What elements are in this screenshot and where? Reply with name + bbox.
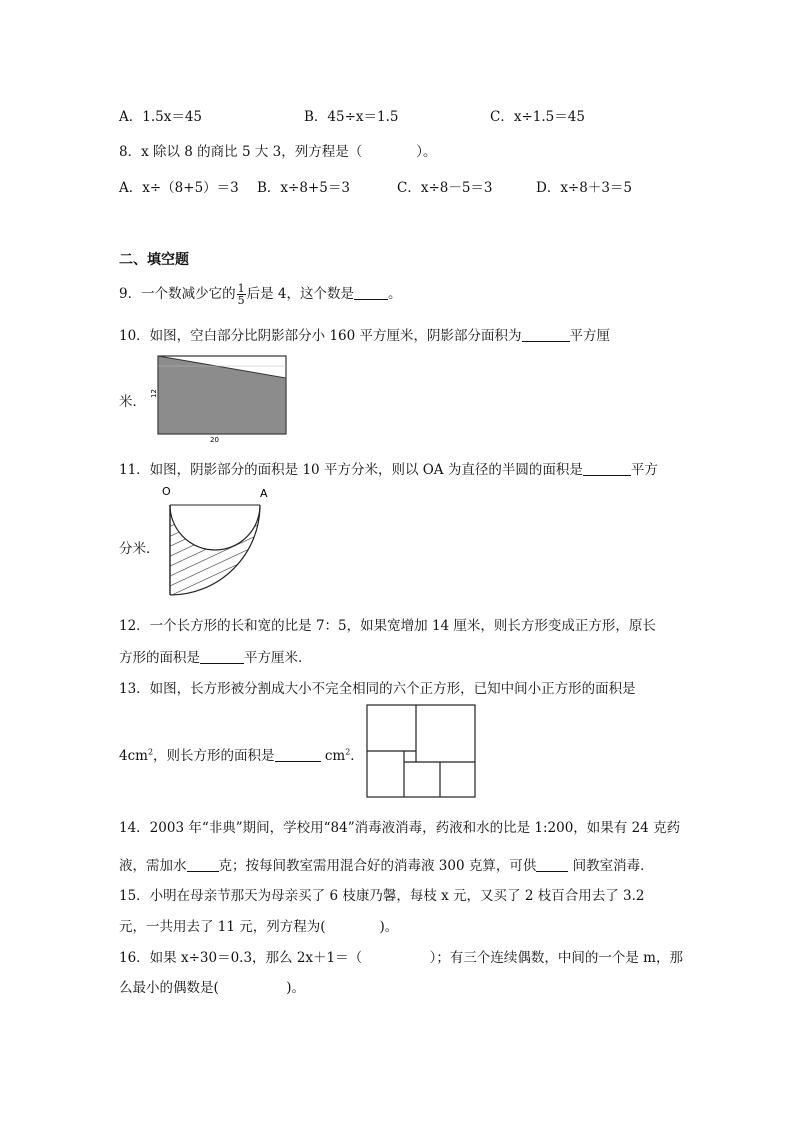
q8-option-b: B．x÷8+5＝3 [257, 180, 350, 196]
q13-figure [364, 702, 478, 800]
q10-figure [148, 352, 290, 444]
q14-line1: 14．2003 年“非典”期间，学校用“84”消毒液消毒，药液和水的比是 1:200，如果有 24 克药 [119, 820, 681, 836]
q7-option-a: A．1.5x＝45 [119, 109, 203, 125]
fraction-denominator: 5 [237, 294, 245, 307]
answer-blank [354, 286, 388, 300]
answer-blank [200, 650, 244, 664]
q10-text: 10．如图，空白部分比阴影部分小 160 平方厘米，阴影部分面积为 [119, 328, 522, 344]
q11-figure [158, 482, 278, 602]
q13-line1: 13．如图，长方形被分割成大小不完全相同的六个正方形，已知中间小正方形的面积是 [119, 681, 636, 697]
q13-line2 [119, 744, 364, 764]
label-a: A [260, 487, 268, 500]
height-label: 12 [150, 389, 158, 398]
fraction-numerator: 1 [237, 282, 245, 295]
q9-post: 后是 4，这个数是 [246, 286, 354, 302]
q16-line2: 么最小的偶数是( )。 [119, 980, 306, 996]
q13-unit: cm [320, 748, 346, 764]
q7-option-b: B．45÷x＝1.5 [304, 109, 399, 125]
fraction [237, 283, 246, 306]
q8-option-d: D．x÷8＋3＝5 [536, 180, 633, 196]
q12-line1: 12．一个长方形的长和宽的比是 7：5，如果宽增加 14 厘米，则长方形变成正方形，原长 [119, 618, 656, 634]
q12-line2-pre: 方形的面积是 [119, 650, 200, 666]
q8-stem: 8．x 除以 8 的商比 5 大 3，列方程是（ ）。 [119, 144, 437, 160]
q14-end: 间教室消毒． [568, 858, 654, 874]
section-title: 二、填空题 [119, 252, 189, 268]
answer-blank [522, 328, 570, 342]
q10-line1 [119, 324, 610, 344]
q12-line2-post: 平方厘米． [244, 650, 312, 666]
q14-pre: 液，需加水 [119, 858, 187, 874]
answer-blank [187, 858, 219, 872]
q12-line2 [119, 646, 312, 666]
answer-blank [536, 858, 568, 872]
q15-line1: 15．小明在母亲节那天为母亲买了 6 枝康乃馨，每枝 x 元，又买了 2 枝百合用去了 3.2 [119, 888, 645, 904]
q11-line2: 分米． [119, 541, 160, 557]
answer-blank [275, 748, 321, 762]
q13-mid: ，则长方形的面积是 [153, 748, 275, 764]
q10-line1-end: 平方厘 [569, 328, 611, 344]
q13-pre: 4cm [119, 748, 148, 764]
answer-blank [583, 462, 631, 476]
q11-line1-end: 平方 [630, 462, 658, 478]
width-label: 20 [210, 436, 219, 444]
q7-option-c: C．x÷1.5＝45 [490, 109, 585, 125]
q8-option-c: C．x÷8－5＝3 [397, 180, 493, 196]
q8-option-a: A．x÷（8+5）＝3 [119, 180, 239, 196]
q13-end: ． [350, 748, 364, 764]
q9-text [119, 282, 401, 306]
superscript: 2 [345, 747, 351, 757]
superscript: 2 [147, 747, 154, 757]
q15-line2: 元，一共用去了 11 元，列方程为( )。 [119, 919, 399, 935]
q9-end: 。 [387, 286, 402, 302]
label-o: O [162, 485, 171, 498]
q11-line1 [119, 458, 658, 478]
q14-line2 [119, 854, 654, 874]
q9-pre: 9．一个数减少它的 [119, 286, 236, 302]
q16-line1: 16．如果 x÷30＝0.3，那么 2x＋1＝（ ）；有三个连续偶数，中间的一个是 m，那 [119, 950, 683, 966]
q11-text: 11．如图，阴影部分的面积是 10 平方分米，则以 OA 为直径的半圆的面积是 [119, 462, 583, 478]
q14-mid: 克；按每间教室需用混合好的消毒液 300 克算，可供 [218, 858, 537, 874]
q10-line2: 米． [119, 394, 146, 410]
